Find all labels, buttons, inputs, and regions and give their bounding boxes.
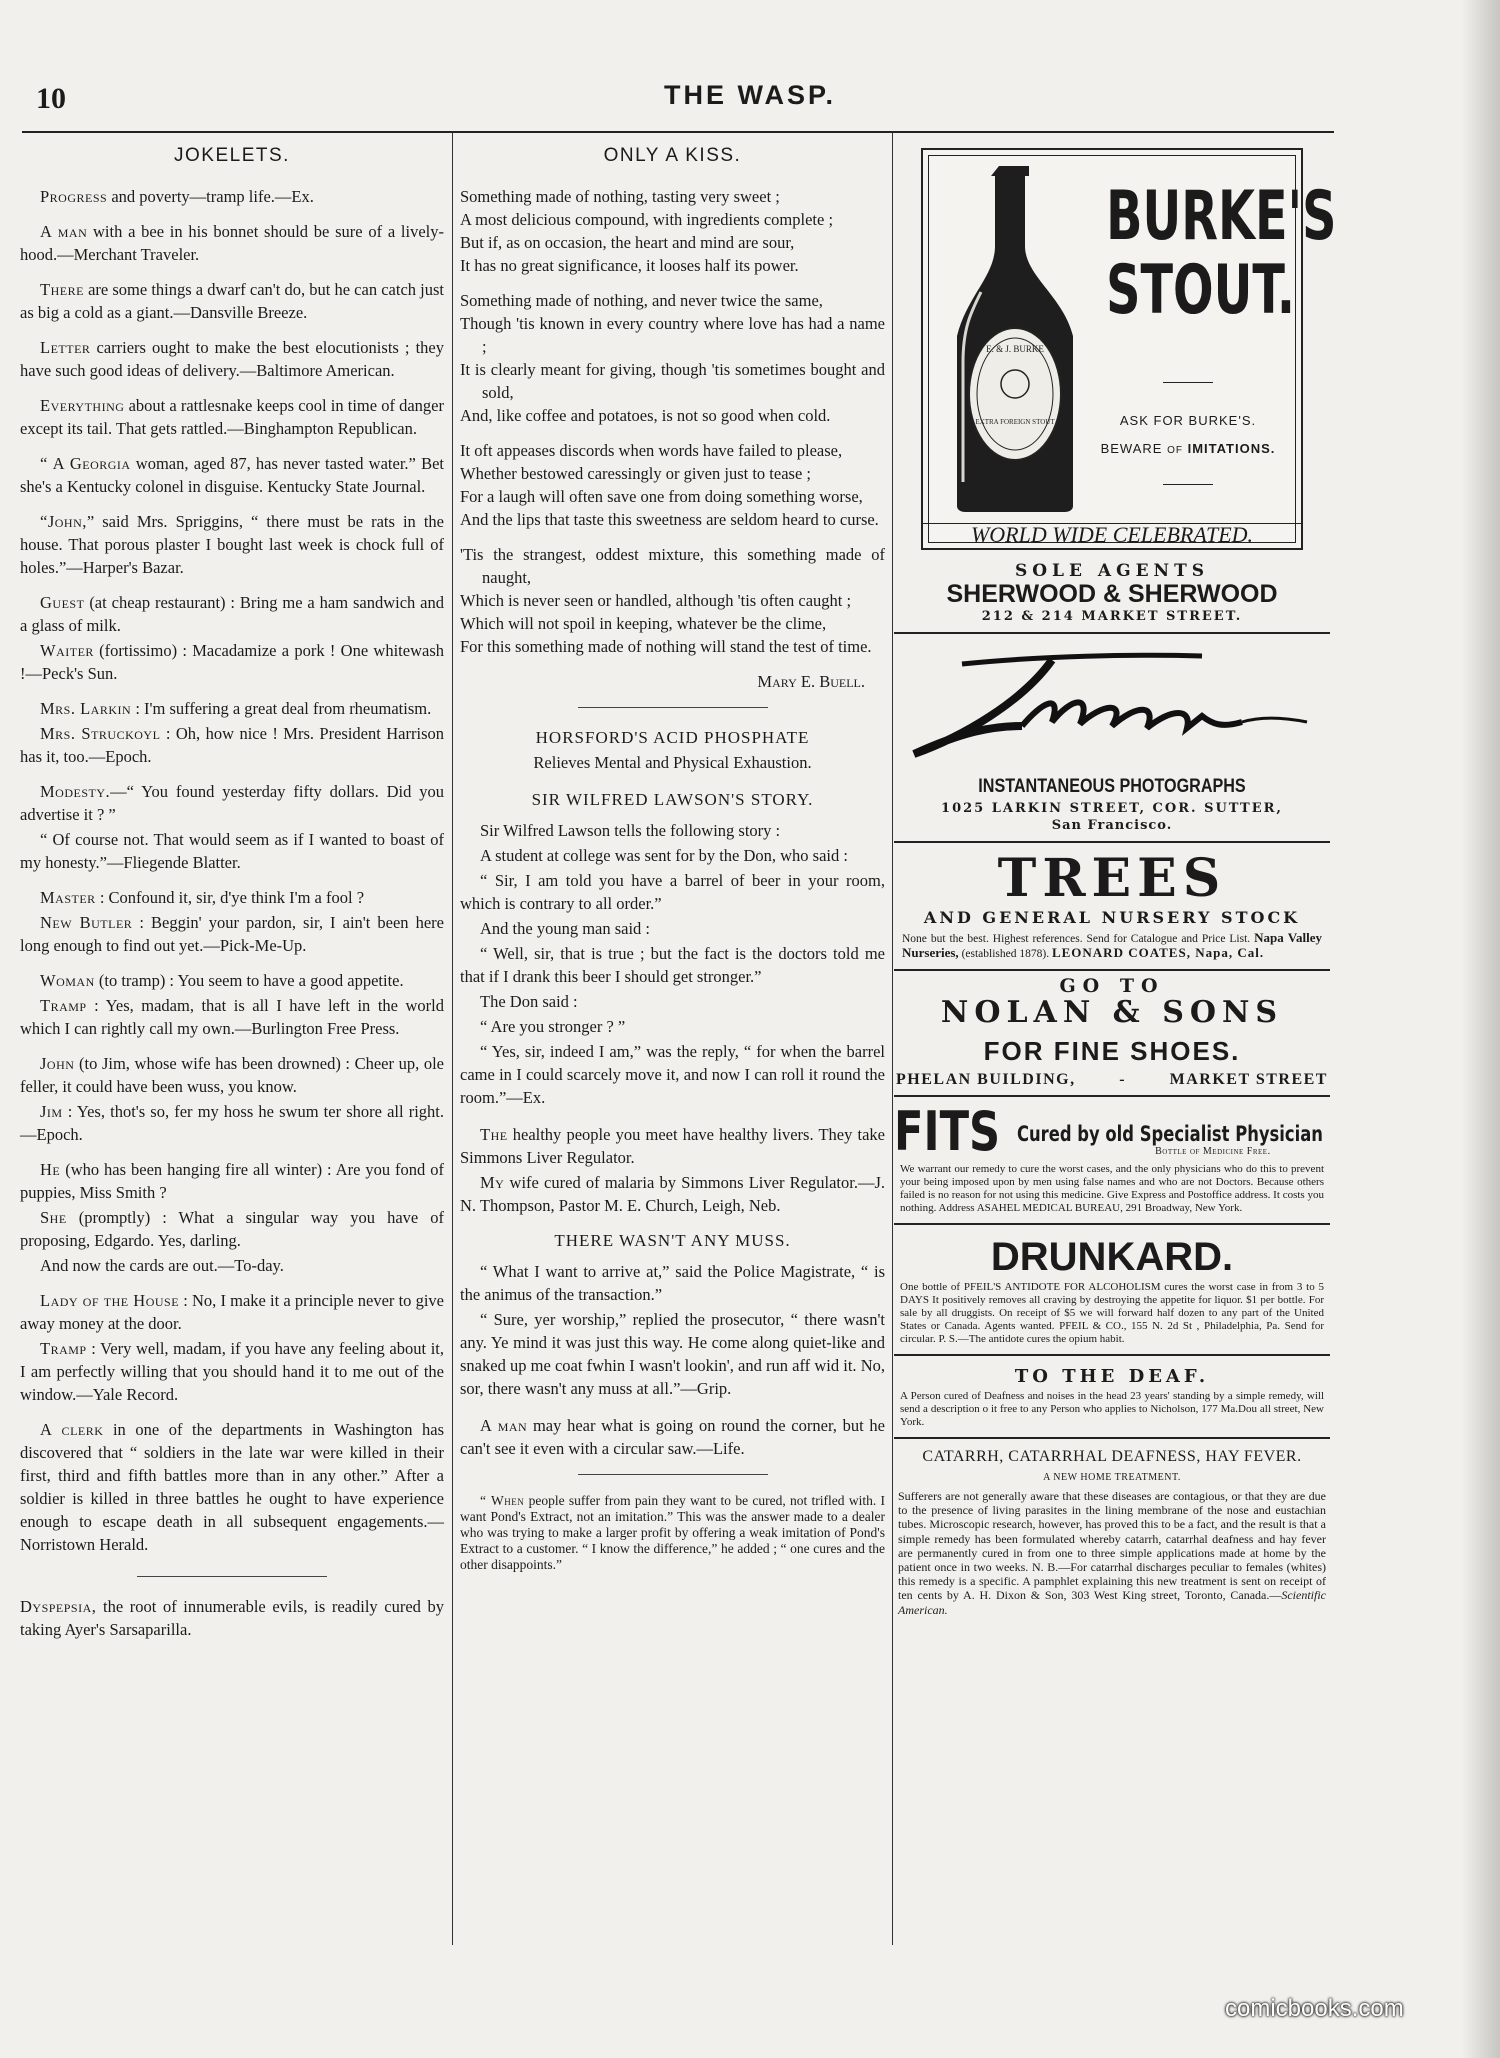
story-paragraph: And the young man said : (480, 919, 651, 938)
lawson-story (460, 819, 885, 1109)
liver-regulator-notes (460, 1123, 885, 1217)
kiss-title: ONLY A KISS. (603, 145, 742, 166)
jokelet-item: Letter carriers ought to make the best elocutionists ; they have such good ideas of delivery.—Baltimore American. (20, 338, 444, 380)
poem-line: But if, as on occasion, the heart and mind are sour, (460, 233, 795, 252)
page-number: 10 (36, 82, 66, 115)
muss-title: THERE WASN'T ANY MUSS. (554, 1231, 791, 1250)
column-rule-1 (452, 133, 453, 1945)
masthead: THE WASP. (663, 80, 837, 110)
poem-line: Something made of nothing, tasting very sweet ; (460, 187, 780, 206)
jokelet-item: John (to Jim, whose wife has been drowned) : Cheer up, ole feller, it could have been wuss, you know. (20, 1054, 444, 1096)
jokelet-item: Tramp : Yes, madam, that is all I have left in the world which I can rightly call my own.—Burlington Free Press. (20, 996, 444, 1038)
divider (1163, 484, 1213, 485)
story-paragraph: “ Are you stronger ? ” (480, 1017, 626, 1036)
jokelet-item: Progress and poverty—tramp life.—Ex. (40, 187, 314, 206)
kiss-poem (460, 185, 885, 658)
jokelet-item: New Butler : Beggin' your pardon, sir, I ain't been here long enough to find out yet.—Pick-Me-Up. (20, 913, 444, 955)
poem-line: A most delicious compound, with ingredients complete ; (460, 210, 834, 229)
thors-photographs-ad: Thors INSTANTANEOUS PHOTOGRAPHS 1025 LARKIN STREET, COR. SUTTER, San Francisco. (894, 642, 1330, 843)
circular-saw-note: A man may hear what is going on round the corner, but he can't see it even with a circular saw.—Life. (460, 1416, 885, 1458)
jokelet-item: “ A Georgia woman, aged 87, has never tasted water.” Bet she's a Kentucky colonel in disguise. Kentucky State Journal. (20, 454, 444, 496)
jokelet-item: “John,” said Mrs. Spriggins, “ there must be rats in the house. That porous plaster I bought last week is chock full of holes.”—Harper's Bazar. (20, 512, 444, 577)
story-paragraph: “ Sure, yer worship,” replied the prosecutor, “ there wasn't any. Ye mind it was just this way. He come along quiet-like and snaked up me coat fwhin I wasn't lookin', and run aff wid it. No, sor, there wasn't any muss at all.”—Grip. (460, 1310, 885, 1398)
poem-line: Something made of nothing, and never twice the same, (460, 291, 823, 310)
jokelet-item: Waiter (fortissimo) : Macadamize a pork ! One whitewash !—Peck's Sun. (20, 641, 444, 683)
deaf-ad: TO THE DEAF. A Person cured of Deafness and noises in the head 23 years' standing by a simple remedy, will send a description o it free to any Person who applies to Nicholson, 177 Ma.Dou all street, New York. (894, 1364, 1330, 1439)
watermark: comicbooks.com (1225, 1995, 1404, 2022)
middle-column (460, 138, 885, 1585)
poem-stanza (460, 185, 885, 277)
jokelet-item: Guest (at cheap restaurant) : Bring me a ham sandwich and a glass of milk. (20, 593, 444, 635)
separator (578, 707, 768, 708)
world-wide-celebrated: WORLD WIDE CELEBRATED. (923, 523, 1301, 542)
poem-stanza (460, 289, 885, 427)
svg-text:E. & J. BURKE: E. & J. BURKE (986, 344, 1044, 354)
poem-line: And the lips that taste this sweetness are seldom heard to curse. (460, 510, 879, 529)
jokelet-item: Woman (to tramp) : You seem to have a good appetite. (40, 971, 404, 990)
poem-line: It has no great significance, it looses half its power. (460, 256, 799, 275)
jokelet-item: He (who has been hanging fire all winter) : Are you fond of puppies, Miss Smith ? (20, 1160, 444, 1202)
jokelet-item: She (promptly) : What a singular way you have of proposing, Edgardo. Yes, darling. (20, 1208, 444, 1250)
story-paragraph: Sir Wilfred Lawson tells the following story : (480, 821, 781, 840)
jokelet-item: Modesty.—“ You found yesterday fifty dollars. Did you advertise it ? ” (20, 782, 444, 824)
story-paragraph: The Don said : (480, 992, 578, 1011)
page-edge-shadow (1462, 0, 1500, 2058)
horsford-sub: Relieves Mental and Physical Exhaustion. (533, 753, 812, 772)
svg-text:EXTRA FOREIGN STOUT: EXTRA FOREIGN STOUT (975, 418, 1055, 426)
column-rule-2 (892, 133, 893, 1945)
jokelet-item: Jim : Yes, thot's so, fer my hoss he swum ter shore all right.—Epoch. (20, 1102, 444, 1144)
poem-line: Which is never seen or handled, although 'tis often caught ; (460, 591, 852, 610)
sole-agents-ad: SOLE AGENTS SHERWOOD & SHERWOOD 212 & 214 MARKET STREET. (894, 564, 1330, 634)
fits-ad: FITS Cured by old Specialist Physician Bottle of Medicine Free. We warrant our remedy to cure the worst cases, and the only physicians who do this to prevent your being imposed upon by men using false names and who are not Doctors. Because others failed is no reason for not using this medicine. Give Express and Postoffice address. It costs you nothing. Address ASAHEL MEDICAL BUREAU, 291 Broadway, New York. (894, 1105, 1330, 1225)
thors-signature-logo (902, 642, 1322, 772)
jokelets-title: JOKELETS. (174, 145, 290, 166)
poem-line: 'Tis the strangest, oddest mixture, this something made of naught, (460, 545, 885, 587)
jokelet-item: A man with a bee in his bonnet should be sure of a lively-hood.—Merchant Traveler. (20, 222, 444, 264)
burkes-stout-ad (921, 148, 1337, 550)
health-note: The healthy people you meet have healthy livers. They take Simmons Liver Regulator. (460, 1125, 885, 1167)
catarrh-ad: CATARRH, CATARRHAL DEAFNESS, HAY FEVER. A NEW HOME TREATMENT. Sufferers are not generally aware that these diseases are contagious, or that they are due to the presence of living parasites in the lining membrane of the nose and eustachian tubes. Microscopic research, however, has proved this to be a fact, and the result is that a simple remedy has been formulated whereby catarrh, catarrhal deafness and hay fever are permanently cured in from one to three simple applications made at home by the patient once in two weeks. N. B.—For catarrhal discharges peculiar to females (whites) this remedy is a specific. A pamphlet explaining this new treatment is sent on receipt of ten cents by A. H. Dixon & Son, 303 West King street, Toronto, Canada.—Scientific American. (898, 1448, 1326, 1617)
divider (1163, 382, 1213, 383)
svg-text:Thors: Thors (1112, 768, 1115, 769)
nolan-sons-ad: GO TO NOLAN & SONS FOR FINE SHOES. PHELAN BUILDING, - MARKET STREET (894, 979, 1330, 1097)
story-paragraph: “ Well, sir, that is true ; but the fact is the doctors told me that if I drank this beer I should get stronger.” (460, 944, 885, 986)
beware-imitations: BEWARE OF IMITATIONS. (1100, 441, 1276, 456)
poem-line: Whether bestowed caressingly or given just to tease ; (460, 464, 811, 483)
advertisements-column (894, 138, 1337, 1617)
dyspepsia-ad: Dyspepsia, the root of innumerable evils, is readily cured by taking Ayer's Sarsaparilla. (20, 1597, 444, 1639)
story-paragraph: “ Sir, I am told you have a barrel of beer in your room, which is contrary to all order.” (460, 871, 885, 913)
poem-line: Which will not spoil in keeping, whatever be the clime, (460, 614, 827, 633)
poem-stanza (460, 439, 885, 531)
jokelet-item: “ Of course not. That would seem as if I wanted to boast of my honesty.”—Fliegende Blatter. (20, 830, 444, 872)
jokelet-item: Everything about a rattlesnake keeps cool in time of danger except its tail. That gets rattled.—Binghampton Republican. (20, 396, 444, 438)
jokelet-item: Lady of the House : No, I make it a principle never to give away money at the door. (20, 1291, 444, 1333)
jokelet-item: Mrs. Struckoyl : Oh, how nice ! Mrs. President Harrison has it, too.—Epoch. (20, 724, 445, 766)
jokelet-item: And now the cards are out.—To-day. (40, 1256, 284, 1275)
story-paragraph: “ What I want to arrive at,” said the Police Magistrate, “ is the animus of the transaction.” (460, 1262, 885, 1304)
jokelets-column (20, 138, 444, 1653)
drunkard-ad: DRUNKARD. One bottle of PFEIL'S ANTIDOTE FOR ALCOHOLISM cures the worst case in from 3 to 5 DAYS It positively removes all craving by destroying the appetite for liquor. $1 per bottle. For sale by all druggists. On receipt of $5 we will forward half dozen to any part of the United States or Canada. Agents wanted. PFEIL & CO., 155 N. 2d St , Philadelphia, Pa. Send for circular. P. S.—The antidote cures the opium habit. (894, 1233, 1330, 1356)
poem-line: For this something made of nothing will stand the test of time. (460, 637, 872, 656)
poem-line: And, like coffee and potatoes, is not so good when cold. (460, 406, 831, 425)
ask-for-burkes: ASK FOR BURKE'S. (1119, 413, 1257, 428)
jokelets-list (20, 185, 444, 1556)
poem-line: For a laugh will often save one from doing something worse, (460, 487, 863, 506)
poem-author: Mary E. Buell. (757, 672, 865, 691)
horsford-title: HORSFORD'S ACID PHOSPHATE (535, 728, 810, 747)
lawson-title: SIR WILFRED LAWSON'S STORY. (531, 790, 814, 809)
separator (578, 1474, 768, 1475)
jokelet-item: There are some things a dwarf can't do, but he can catch just as big a cold as a giant.—Dansville Breeze. (20, 280, 444, 322)
trees-nursery-ad: TREES AND GENERAL NURSERY STOCK None but the best. Highest references. Send for Catalogue and Price List. Napa Valley Nurseries, (established 1878). LEONARD COATES, Napa, Cal. (894, 851, 1330, 971)
muss-story (460, 1260, 885, 1400)
poem-line: Though 'tis known in every country where love has had a name ; (460, 314, 885, 356)
poem-line: It oft appeases discords when words have failed to please, (460, 441, 843, 460)
jokelet-item: Master : Confound it, sir, d'ye think I'm a fool ? (40, 888, 365, 907)
poem-stanza (460, 543, 885, 658)
separator (137, 1576, 327, 1577)
jokelet-item: A clerk in one of the departments in Washington has discovered that “ soldiers in the late war were killed in their first, third and fifth battles more than in any other.” After a soldier is killed in three battles he ought to have experience enough to escape death in all subsequent engagements.—Norristown Herald. (20, 1420, 444, 1554)
stout-bottle-illustration (941, 162, 1089, 512)
jokelet-item: Tramp : Very well, madam, if you have any feeling about it, I am perfectly willing that you should hand it to me out of the window.—Yale Record. (20, 1339, 444, 1404)
header-rule (22, 131, 1334, 133)
story-paragraph: A student at college was sent for by the Don, who said : (480, 846, 848, 865)
jokelet-item: Mrs. Larkin : I'm suffering a great deal from rheumatism. (40, 699, 432, 718)
health-note: My wife cured of malaria by Simmons Liver Regulator.—J. N. Thompson, Pastor M. E. Church, Leigh, Neb. (460, 1173, 885, 1215)
burkes-stout-title: BURKE'S STOUT. (1106, 177, 1337, 330)
ponds-extract-ad: “ When people suffer from pain they want to be cured, not trifled with. I want Pond's Extract, not an imitation.” This was the answer made to a dealer who was trying to make a larger profit by offering a weak imitation of Pond's Extract to a customer. “ I know the difference,” he added ; “ one cures and the other disappoints.” (460, 1493, 885, 1572)
story-paragraph: “ Yes, sir, indeed I am,” was the reply, “ for when the barrel came in I could scarcely move it, and now I can roll it round the room.”—Ex. (460, 1042, 885, 1107)
poem-line: It is clearly meant for giving, though 'tis sometimes bought and sold, (460, 360, 885, 402)
